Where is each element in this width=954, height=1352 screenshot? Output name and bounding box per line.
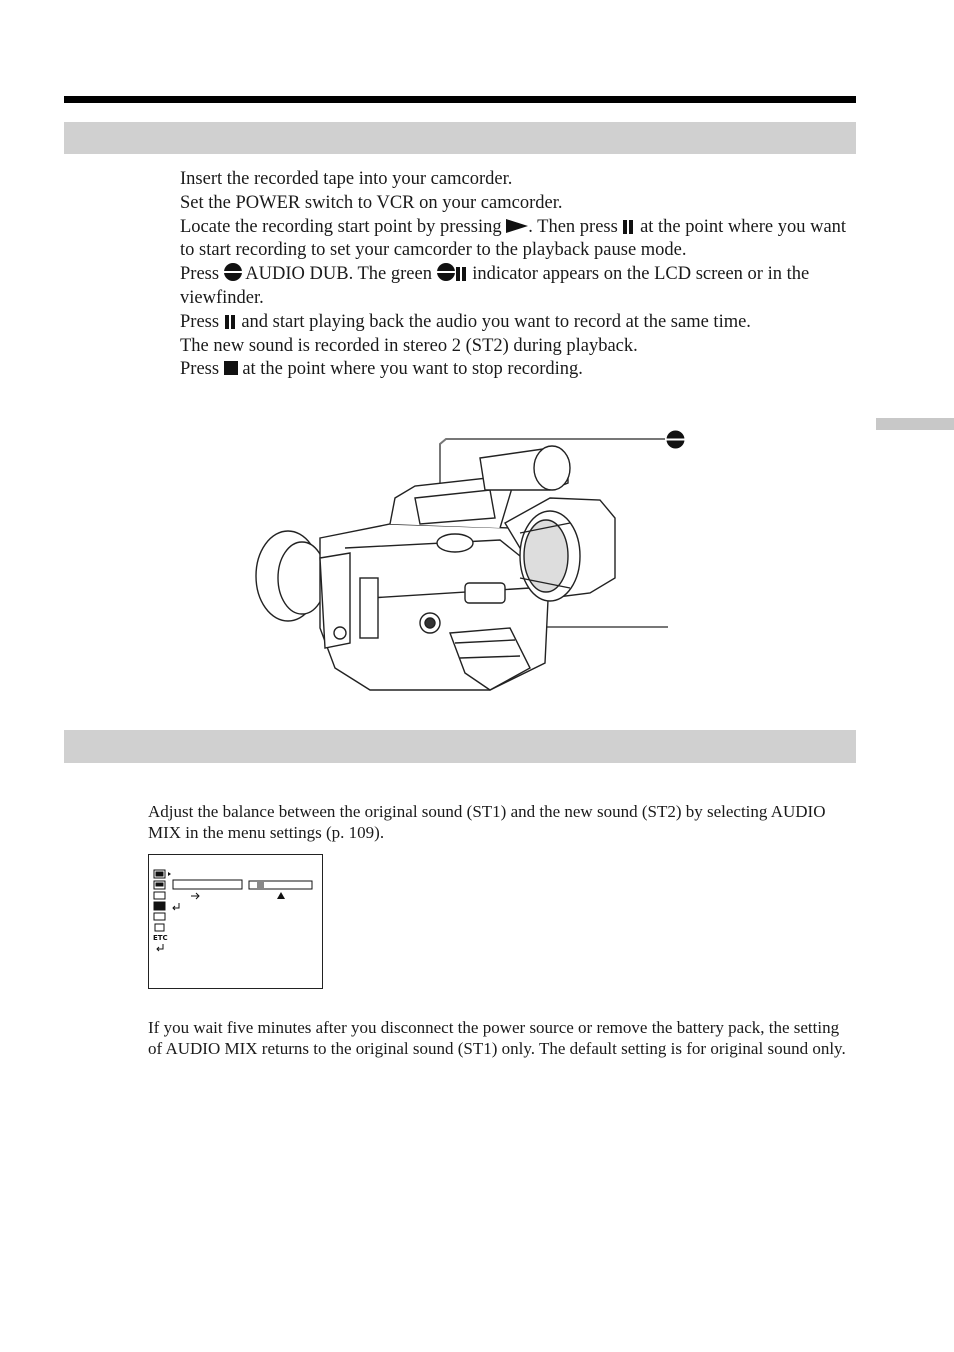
slider-pointer-icon	[277, 892, 285, 899]
pause-icon	[622, 220, 635, 234]
chapter-side-tab	[876, 418, 954, 430]
step-5-note: The new sound is recorded in stereo 2 (ST2) during playback.	[180, 335, 638, 356]
step-5: Press and start playing back the audio you want to record at the same time.	[180, 311, 751, 332]
audio-dub-icon	[224, 263, 242, 281]
section-header-band	[64, 730, 856, 763]
pause-icon	[455, 267, 468, 281]
step-4: Press AUDIO DUB. The green indicator appears on the LCD screen or in the viewfinder.	[180, 264, 810, 308]
step-2: Set the POWER switch to VCR on your camcorder.	[180, 192, 563, 213]
audio-mix-note: If you wait five minutes after you disconnect the power source or remove the battery pack, the setting of AUDIO MIX returns to the original sound (ST1) only. The default setting is for original sound only.	[148, 1018, 846, 1059]
pause-icon	[224, 315, 237, 329]
section-header-band	[64, 122, 856, 154]
step-3: Locate the recording start point by pressing . Then press at the point where you want to start recording to set your camcorder to the playback pause mode.	[180, 216, 847, 261]
play-icon	[506, 219, 528, 233]
step-1: Insert the recorded tape into your camcorder.	[180, 169, 513, 189]
menu-etc-label: ETC	[153, 934, 168, 942]
audio-dub-icon	[437, 263, 455, 281]
menu-screen-graphic	[149, 855, 322, 988]
camcorder-illustration	[250, 428, 680, 698]
procedure-steps	[180, 168, 860, 382]
stop-icon	[224, 361, 238, 375]
audio-mix-instruction: Adjust the balance between the original sound (ST1) and the new sound (ST2) by selecting AUDIO MIX in the menu settings (p. 109).	[148, 802, 826, 843]
top-rule	[64, 96, 856, 103]
menu-screen-illustration	[148, 854, 323, 989]
step-6: Press at the point where you want to stop recording.	[180, 359, 583, 380]
